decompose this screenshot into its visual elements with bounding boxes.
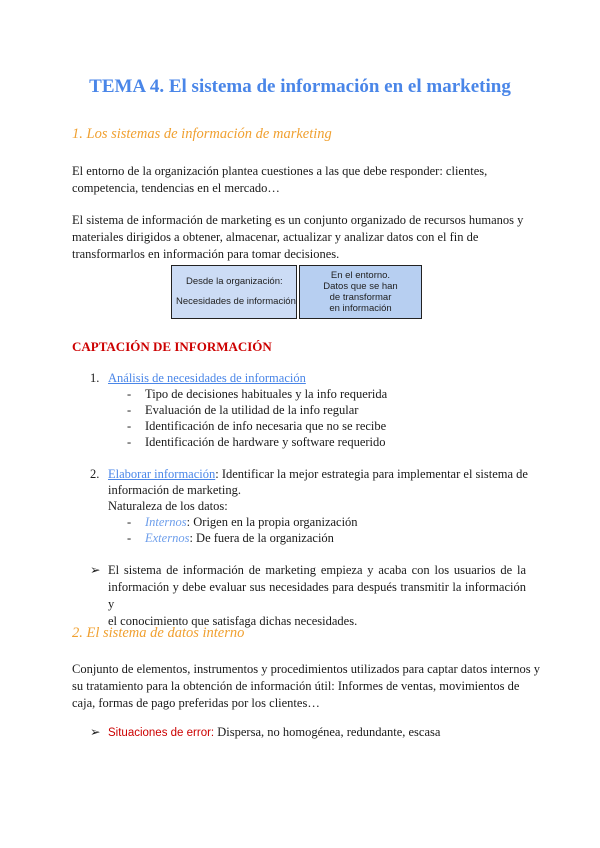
box-text: de transformar: [329, 292, 392, 303]
internos-label: Internos: [145, 515, 187, 529]
list-item-number: 1.: [90, 371, 100, 385]
page-title: TEMA 4. El sistema de información en el marketing: [89, 76, 511, 97]
box-text: en información: [329, 303, 392, 314]
box-text: En el entorno.: [330, 270, 391, 281]
sub-item-text: Evaluación de la utilidad de la info regular: [145, 403, 359, 417]
sub-item-content: [145, 514, 358, 531]
text-line: el conocimiento que satisfaga dichas necesidades.: [108, 614, 358, 628]
sub-item-text: Identificación de info necesaria que no se recibe: [145, 419, 387, 433]
dash-bullet: -: [127, 531, 132, 545]
diagram-box-entorno: [299, 265, 422, 319]
item-text: : Identificar la mejor estrategia para implementar el sistema de: [215, 467, 528, 481]
link-analisis-necesidades[interactable]: [108, 370, 306, 387]
externos-text: : De fuera de la organización: [189, 531, 334, 545]
item-text: información de marketing.: [108, 483, 241, 497]
error-line: [108, 724, 440, 742]
internos-text: : Origen en la propia organización: [186, 515, 358, 529]
paragraph-datos-interno: [72, 661, 540, 712]
link-text[interactable]: Análisis de necesidades de información: [108, 371, 306, 385]
paragraph-sistema: [72, 212, 523, 263]
arrow-bullet: ➢: [90, 563, 101, 577]
box-text: Desde la organización:: [186, 276, 283, 287]
text-line: El sistema de información de marketing empieza y acaba con los usuarios de la: [108, 563, 526, 577]
item-text: Naturaleza de los datos:: [108, 499, 228, 513]
box-text: Necesidades de información: [176, 296, 296, 307]
list-item-number: 2.: [90, 467, 100, 481]
section-heading-2: 2. El sistema de datos interno: [72, 625, 245, 641]
text-line: El entorno de la organización plantea cuestiones a las que debe responder: clientes,: [72, 164, 488, 178]
dash-bullet: -: [127, 515, 132, 529]
externos-label: Externos: [145, 531, 190, 545]
arrow-paragraph: [108, 562, 526, 630]
sub-item-text: Identificación de hardware y software requerido: [145, 435, 386, 449]
box-text: Datos que se han: [323, 281, 398, 292]
paragraph-entorno: [72, 163, 487, 197]
text-line: transformarlos en información para tomar decisiones.: [72, 247, 340, 261]
text-line: información y debe evaluar sus necesidades para después transmitir la información y: [108, 580, 526, 611]
text-line: materiales dirigidos a obtener, almacenar, actualizar y analizar datos con el fin de: [72, 230, 479, 244]
text-line: caja, formas de pago preferidas por los clientes…: [72, 696, 320, 710]
sub-item-text: Tipo de decisiones habituales y la info requerida: [145, 387, 388, 401]
dash-bullet: -: [127, 419, 132, 433]
text-line: competencia, tendencias en el mercado…: [72, 181, 280, 195]
diagram-box-organizacion: [171, 265, 297, 319]
captacion-heading: CAPTACIÓN DE INFORMACIÓN: [72, 339, 272, 354]
dash-bullet: -: [127, 403, 132, 417]
error-label: Situaciones de error:: [108, 727, 215, 739]
arrow-bullet: ➢: [90, 725, 101, 739]
dash-bullet: -: [127, 387, 132, 401]
list-item-elaborar: [108, 466, 528, 483]
link-elaborar-informacion[interactable]: Elaborar información: [108, 467, 216, 481]
box-text-group: [300, 266, 421, 314]
text-line: su tratamiento para la obtención de información útil: Informes de ventas, movimientos de: [72, 679, 520, 693]
dash-bullet: -: [127, 435, 132, 449]
text-line: Conjunto de elementos, instrumentos y procedimientos utilizados para captar datos internos y: [72, 662, 540, 676]
text-line: El sistema de información de marketing es un conjunto organizado de recursos humanos y: [72, 213, 524, 227]
section-heading-1: 1. Los sistemas de información de marketing: [72, 126, 332, 142]
error-text: Dispersa, no homogénea, redundante, escasa: [214, 725, 441, 739]
sub-item-content: [145, 530, 334, 547]
